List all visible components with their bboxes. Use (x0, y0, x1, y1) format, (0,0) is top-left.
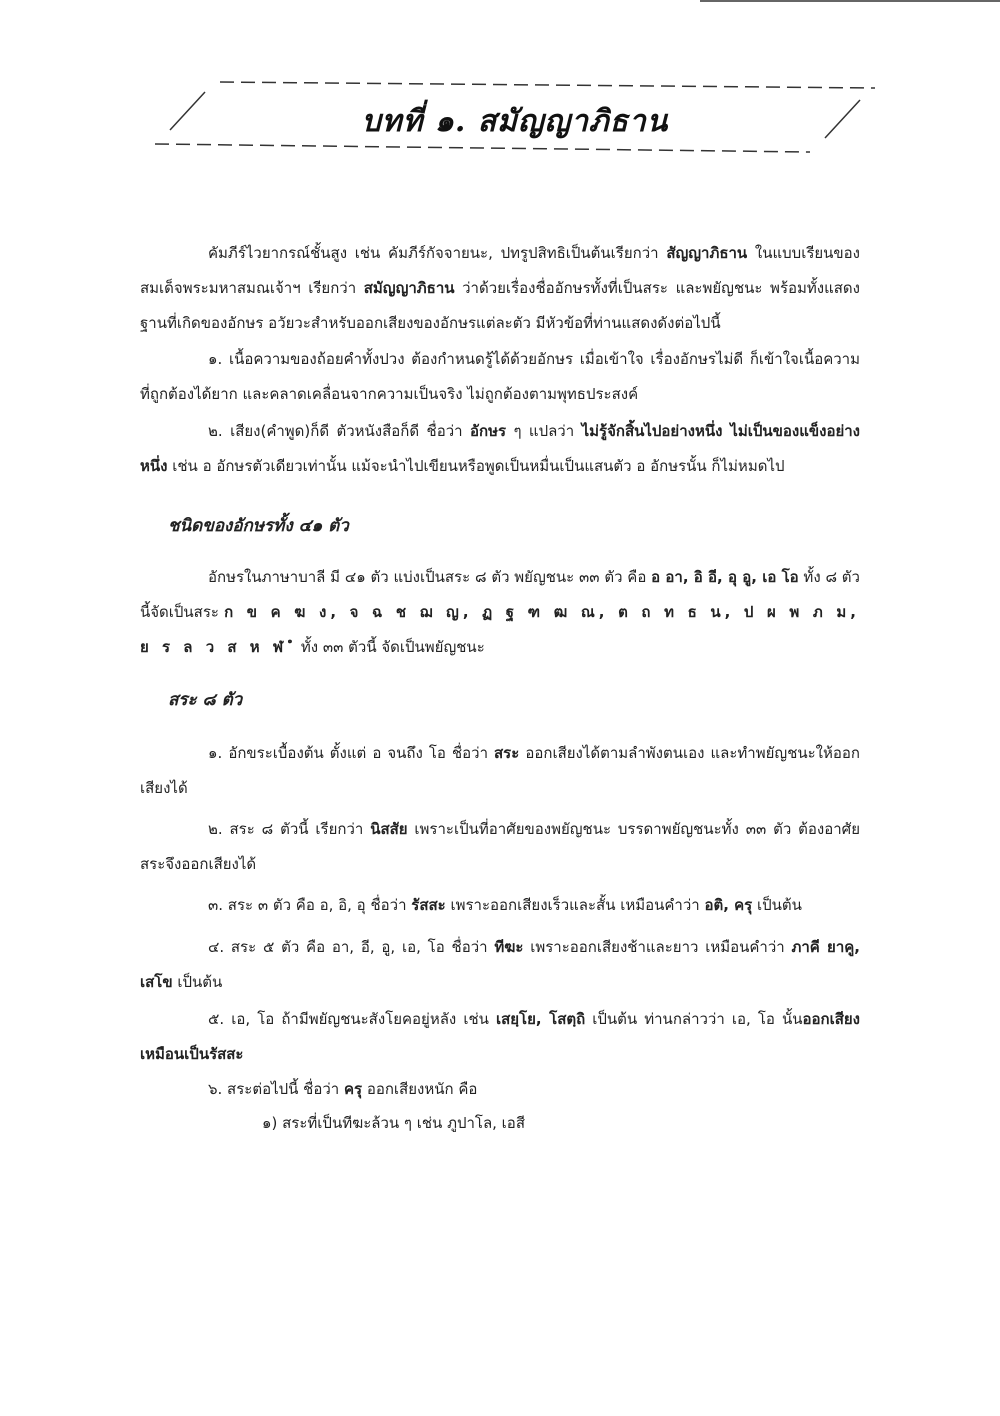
vowel-item-3-example: อติ, ครุ (704, 896, 753, 914)
intro-text-3: ว่าด้วยเรื่องชื่ออักษรทั้งที่เป็นสระ และพยัญชนะ พร้อมทั้งแสดงฐานที่เกิดของอักษร อวัยวะสำหรับออกเสียงของอักษรแต่ละตัว มีหัวข้อที่ท่านแสดงดังต่อไปนี้ (140, 279, 860, 332)
vowel-item-3-text-e: เป็นต้น (752, 896, 802, 914)
letters-paragraph (140, 560, 860, 665)
vowel-item-2-text-a: ๒. สระ ๘ ตัวนี้ เรียกว่า (208, 820, 371, 838)
section-heading-letters: ชนิดของอักษรทั้ง ๔๑ ตัว (168, 516, 349, 536)
intro-term-1: สัญญาภิธาน (666, 244, 748, 262)
vowel-item-1 (140, 736, 860, 806)
vowel-item-3-term: รัสสะ (411, 896, 446, 914)
vowel-sub-item-1: ๑) สระที่เป็นทีฆะล้วน ๆ เช่น ภูปาโล, เอสี (262, 1114, 525, 1132)
vowel-item-3-text-c: เพราะออกเสียงเร็วและสั้น เหมือนคำว่า (445, 896, 705, 914)
vowel-item-6-text-a: ๖. สระต่อไปนี้ ชื่อว่า (208, 1080, 344, 1098)
vowel-item-3 (140, 888, 860, 923)
section-heading-vowels: สระ ๘ ตัว (168, 690, 243, 710)
vowel-item-6 (140, 1072, 860, 1107)
consonant-list: ก ข ค ฆ ง, จ ฉ ช ฌ ญ, ฏ ฐ ฑ ฒ ณ, ต ถ ท ธ น, ป ผ พ ภ ม, ย ร ล ว ส ห ฬ ํ (140, 603, 860, 656)
intro-paragraph (140, 236, 860, 341)
title-frame (150, 72, 880, 162)
page-title: บทที่ ๑. สมัญญาภิธาน (361, 104, 669, 139)
vowel-item-5-emphasis: ออกเสียงเหมือนเป็นรัสสะ (140, 1010, 861, 1063)
point-2-text-a: ๒. เสียง(คำพูด)ก็ดี ตัวหนังสือก็ดี ชื่อว่า (208, 422, 470, 440)
vowel-list: อ อา, อิ อี, อุ อู, เอ โอ (651, 568, 799, 586)
top-border-line (700, 0, 1000, 2)
vowel-item-1-text-c: ออกเสียงได้ตามลำพังตนเอง และทำพยัญชนะให้ออกเสียงได้ (140, 744, 860, 797)
vowel-item-4-text-c: เพราะออกเสียงช้าและยาว เหมือนคำว่า (523, 938, 792, 956)
vowel-item-5-text-a: ๕. เอ, โอ ถ้ามีพยัญชนะสังโยคอยู่หลัง เช่น (208, 1010, 496, 1028)
vowel-item-1-text-a: ๑. อักขระเบื้องต้น ตั้งแต่ อ จนถึง โอ ชื่อว่า (208, 744, 495, 762)
vowel-item-6-text-c: ออกเสียงหนัก คือ (362, 1080, 478, 1098)
vowel-item-5-example: เสยฺโย, โสตฺถิ (495, 1010, 586, 1028)
vowel-item-5-text-c: เป็นต้น ท่านกล่าวว่า เอ, โอ นั้น (585, 1010, 803, 1028)
point-2 (140, 414, 860, 484)
letters-text-c: ทั้ง ๓๓ ตัวนี้ จัดเป็นพยัญชนะ (296, 638, 485, 656)
vowel-item-1-term: สระ (494, 744, 520, 762)
letters-text-a: อักษรในภาษาบาลี มี ๔๑ ตัว แบ่งเป็นสระ ๘ ตัว พยัญชนะ ๓๓ ตัว คือ (208, 568, 652, 586)
point-2-text-c: ๆ แปลว่า (506, 422, 582, 440)
letters-text-b: ทั้ง ๘ ตัวนี้จัดเป็นสระ (140, 568, 860, 621)
point-2-text-e: เช่น อ อักษรตัวเดียวเท่านั้น แม้จะนำไปเขียนหรือพูดเป็นหมื่นเป็นแสนตัว อ อักษรนั้น ก็ไม่หมดไป (167, 457, 785, 475)
point-2-term: อักษร (469, 422, 507, 440)
vowel-item-4-text-a: ๔. สระ ๕ ตัว คือ อา, อี, อู, เอ, โอ ชื่อว่า (208, 938, 495, 956)
vowel-item-2 (140, 812, 860, 882)
vowel-item-4-example: ภาคี ยาคู, เสโข (140, 938, 860, 991)
vowel-item-3-text-a: ๓. สระ ๓ ตัว คือ อ, อิ, อุ ชื่อว่า (208, 896, 412, 914)
vowel-item-2-text-c: เพราะเป็นที่อาศัยของพยัญชนะ บรรดาพยัญชนะทั้ง ๓๓ ตัว ต้องอาศัยสระจึงออกเสียงได้ (140, 820, 860, 873)
intro-text-1: คัมภีร์ไวยากรณ์ชั้นสูง เช่น คัมภีร์กัจจายนะ, ปทรูปสิทธิเป็นต้นเรียกว่า (208, 244, 667, 262)
point-2-emphasis: ไม่รู้จักสิ้นไปอย่างหนึ่ง ไม่เป็นของแข็งอย่างหนึ่ง (140, 422, 861, 475)
vowel-item-4 (140, 930, 860, 1000)
vowel-item-4-term: ทีฆะ (494, 938, 524, 956)
point-1: ๑. เนื้อความของถ้อยคำทั้งปวง ต้องกำหนดรู้ได้ด้วยอักษร เมื่อเข้าใจ เรื่องอักษรไม่ดี ก็เข้าใจเนื้อความที่ถูกต้องได้ยาก และคลาดเคลื่อนจากความเป็นจริง ไม่ถูกต้องตามพุทธประสงค์ (140, 350, 860, 403)
intro-text-2: ในแบบเรียนของสมเด็จพระมหาสมณเจ้าฯ เรียกว่า (140, 244, 861, 297)
vowel-item-5 (140, 1002, 860, 1072)
intro-term-2: สมัญญาภิธาน (363, 279, 455, 297)
vowel-item-2-term: นิสสัย (370, 820, 408, 838)
vowel-item-6-term: ครุ (343, 1080, 363, 1098)
vowel-item-4-text-e: เป็นต้น (172, 973, 223, 991)
